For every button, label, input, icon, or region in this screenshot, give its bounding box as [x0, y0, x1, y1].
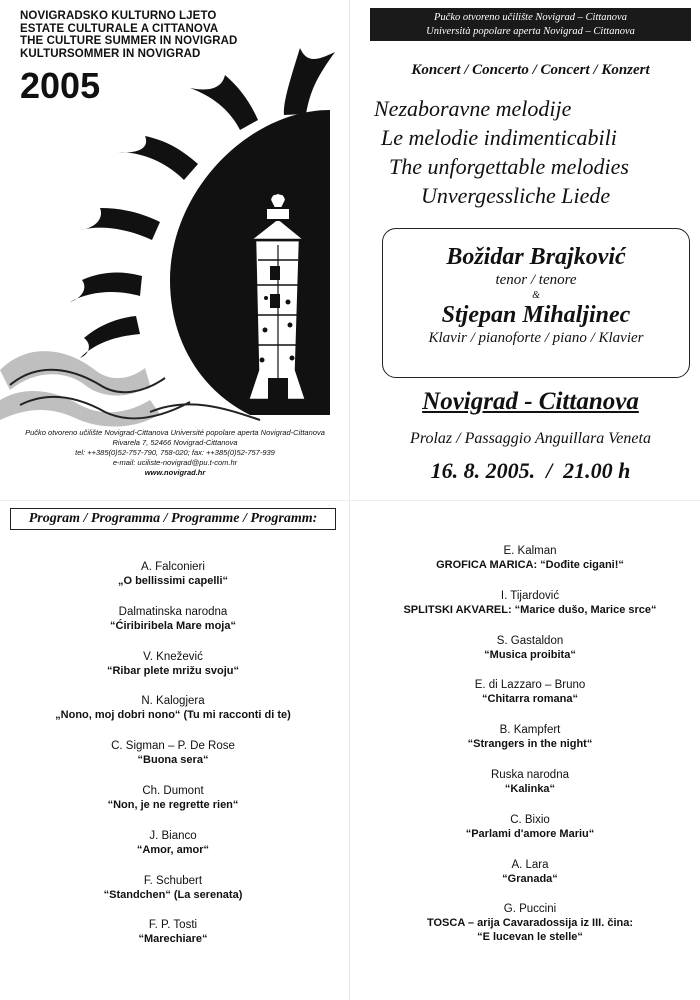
composer: E. di Lazzaro – Bruno [474, 679, 586, 692]
program-item [365, 589, 695, 634]
program-left-column [18, 560, 328, 963]
organizer-address [20, 428, 330, 478]
piece-title: “Chitarra romana“ [482, 693, 578, 706]
composer: F. Schubert [143, 874, 203, 887]
venue: Prolaz / Passaggio Anguillara Veneta [410, 430, 651, 447]
program-item [18, 694, 328, 739]
festival-line: THE CULTURE SUMMER IN NOVIGRAD [20, 35, 238, 47]
piece-title: “Musica proibita“ [484, 648, 576, 661]
banner-line: Università popolare aperta Novigrad – Cittanova [426, 26, 635, 37]
program-item [18, 829, 328, 874]
festival-line: KULTURSOMMER IN NOVIGRAD [20, 47, 201, 60]
piece-title: “Strangers in the night“ [467, 738, 593, 751]
performers-box [382, 228, 690, 378]
program-item [365, 902, 695, 962]
program-item [365, 634, 695, 679]
program-item [18, 874, 328, 919]
program-item [18, 650, 328, 695]
address-line: Rivarela 7, 52466 Novigrad-Cittanova [112, 438, 238, 447]
piece-title: “Marechiare“ [138, 933, 208, 946]
program-item [18, 918, 328, 963]
piece-title: „O bellissimi capelli“ [117, 575, 229, 587]
program-header: Program / Programma / Programme / Programm: [10, 508, 336, 530]
program-item [18, 739, 328, 784]
concert-label: Koncert / Concerto / Concert / Konzert [411, 62, 650, 78]
piece-title: “Kalinka“ [504, 782, 556, 795]
festival-line: ESTATE CULTURALE A CITTANOVA [20, 22, 219, 35]
program-item [365, 813, 695, 858]
piece-title: “Non, je ne regrette rien“ [107, 798, 239, 811]
piece-title: “Amor, amor“ [136, 843, 210, 856]
address-line: Pučko otvoreno učilište Novigrad-Cittanova Université popolare aperta Novigrad-Cittanova [25, 428, 325, 437]
composer: N. Kalogjera [141, 695, 205, 708]
composer: A. Lara [511, 858, 549, 871]
composer: C. Bixio [510, 813, 550, 826]
composer: Dalmatinska narodna [118, 605, 228, 618]
sea-waves [0, 351, 160, 426]
composer: C. Sigman – P. De Rose [111, 740, 235, 753]
composer: V. Knežević [143, 650, 203, 663]
program-item [365, 858, 695, 903]
singer-name: Božidar Brajković [446, 244, 626, 270]
piece-title: GROFICA MARICA: “Dođite cigani!“ [436, 559, 624, 571]
piece-title: “Ćiribiribela Mare moja“ [110, 619, 236, 632]
sun-lighthouse-logo [0, 40, 345, 430]
date-time: 16. 8. 2005. / 21.00 h [430, 458, 631, 483]
location-title [370, 388, 691, 416]
program-item [365, 544, 695, 589]
piece-title: “Granada“ [502, 872, 558, 885]
program-item [365, 723, 695, 768]
piece-title: TOSCA – arija Cavaradossija iz III. čina: [426, 917, 634, 930]
banner-line: Pučko otvoreno učilište Novigrad – Cittanova [434, 12, 627, 23]
address-website: www.novigrad.hr [144, 468, 206, 477]
program-item [18, 784, 328, 829]
title-line: Unvergessliche Liede [421, 183, 611, 208]
ampersand: & [532, 290, 540, 301]
composer: Ruska narodna [491, 768, 569, 781]
piece-title: “Ribar plete mrižu svoju“ [106, 664, 240, 677]
composer: F. P. Tosti [148, 919, 198, 932]
horizontal-fold [0, 500, 700, 501]
program-item [18, 605, 328, 650]
piece-title: „Nono, moj dobri nono“ (Tu mi racconti di te) [55, 709, 291, 722]
composer: G. Puccini [503, 903, 557, 916]
composer: E. Kalman [503, 545, 557, 557]
title-line: The unforgettable melodies [389, 154, 629, 179]
composer: B. Kampfert [499, 724, 561, 737]
piece-title: “Buona sera“ [137, 754, 209, 767]
piece-title-aria: “E lucevan le stelle“ [477, 931, 583, 944]
pianist-name: Stjepan Mihaljinec [441, 302, 631, 328]
festival-line: NOVIGRADSKO KULTURNO LJETO [20, 10, 217, 22]
composer: A. Falconieri [141, 561, 205, 573]
piece-title: “Standchen“ (La serenata) [103, 888, 243, 901]
pianist-role: Klavir / pianoforte / piano / Klavier [428, 330, 644, 346]
program-item [18, 560, 328, 605]
composer: J. Bianco [149, 829, 197, 842]
program-item [365, 678, 695, 723]
location-text: Novigrad - Cittanova [422, 388, 639, 415]
singer-role: tenor / tenore [495, 272, 577, 288]
address-email: e-mail: uciliste-novigrad@pu.t-com.hr [112, 458, 238, 467]
sun-disc [170, 110, 330, 415]
program-right-column [365, 544, 695, 962]
composer: Ch. Dumont [142, 784, 204, 797]
title-line: Nezaboravne melodije [374, 96, 572, 121]
program-item [365, 768, 695, 813]
piece-title: “Parlami d'amore Mariu“ [465, 827, 595, 840]
title-line: Le melodie indimenticabili [381, 125, 617, 150]
address-line: tel: ++385(0)52-757-790, 758-020; fax: ++385(0)52-757-939 [75, 448, 275, 457]
composer: I. Tijardović [500, 589, 560, 602]
composer: S. Gastaldon [496, 634, 564, 647]
organizer-banner [370, 8, 691, 41]
piece-title: SPLITSKI AKVAREL: “Marice dušo, Marice srce“ [403, 603, 657, 616]
festival-year: 2005 [20, 65, 101, 106]
